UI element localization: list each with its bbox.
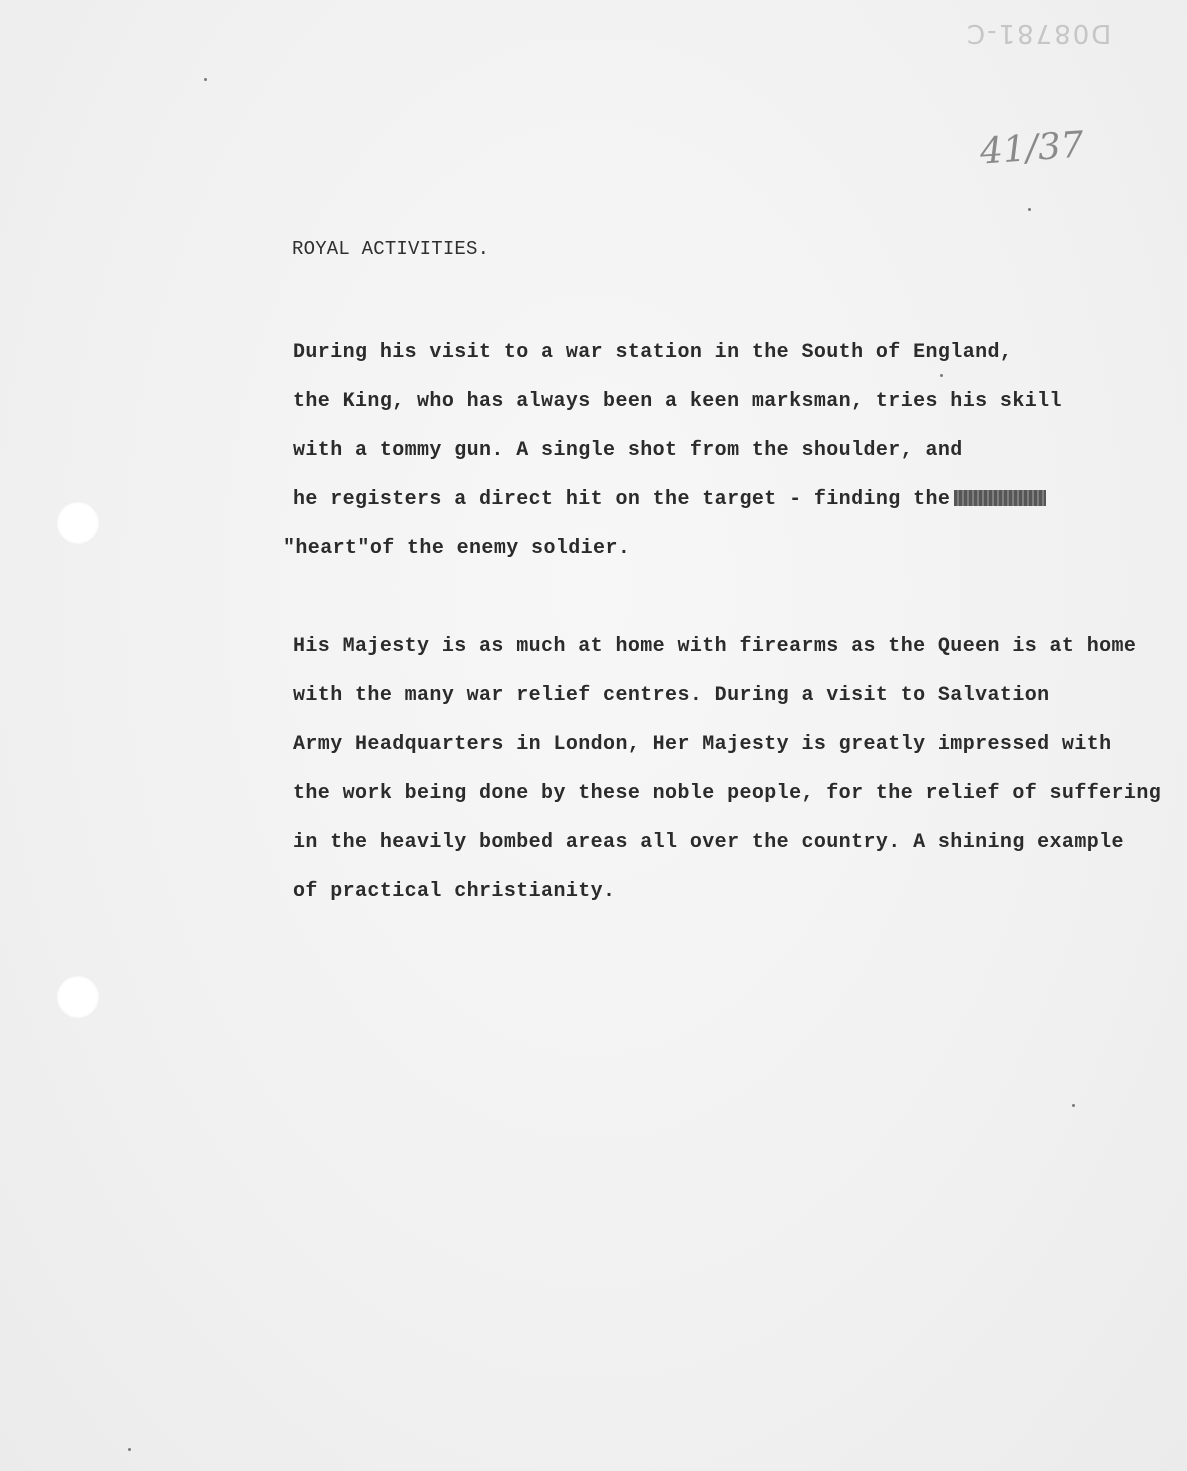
document-title: ROYAL ACTIVITIES.	[292, 238, 490, 260]
text-line: During his visit to a war station in the South of England,	[293, 341, 1013, 364]
text-line: the King, who has always been a keen marksman, tries his skill	[293, 390, 1062, 413]
paper-speck	[204, 78, 207, 81]
paper-speck	[128, 1448, 131, 1451]
text-line: the work being done by these noble people, for the relief of suffering	[293, 782, 1162, 805]
folio-number: 41/37	[978, 124, 1086, 173]
paper-speck	[940, 374, 943, 377]
text-line: with the many war relief centres. During a visit to Salvation	[293, 684, 1050, 707]
text-line: "heart"of the enemy soldier.	[283, 537, 631, 560]
paragraph-king	[283, 328, 1062, 573]
punch-hole-bottom	[56, 975, 100, 1019]
text-line: His Majesty is as much at home with firearms as the Queen is at home	[293, 635, 1137, 658]
text-line: Army Headquarters in London, Her Majesty is greatly impressed with	[293, 733, 1112, 756]
paper-speck	[1072, 1104, 1075, 1107]
text-line: of practical christianity.	[293, 880, 616, 903]
punch-hole-top	[56, 501, 100, 545]
text-line: in the heavily bombed areas all over the country. A shining example	[293, 831, 1124, 854]
paper-speck	[1028, 208, 1031, 211]
paragraph-queen	[293, 622, 1161, 916]
text-line: he registers a direct hit on the target - finding the	[293, 488, 951, 511]
text-line: with a tommy gun. A single shot from the shoulder, and	[293, 439, 963, 462]
text-line-with-strikeout	[293, 475, 1062, 524]
struck-out-word	[954, 490, 1046, 506]
reference-stamp: D08781-C	[965, 18, 1112, 48]
